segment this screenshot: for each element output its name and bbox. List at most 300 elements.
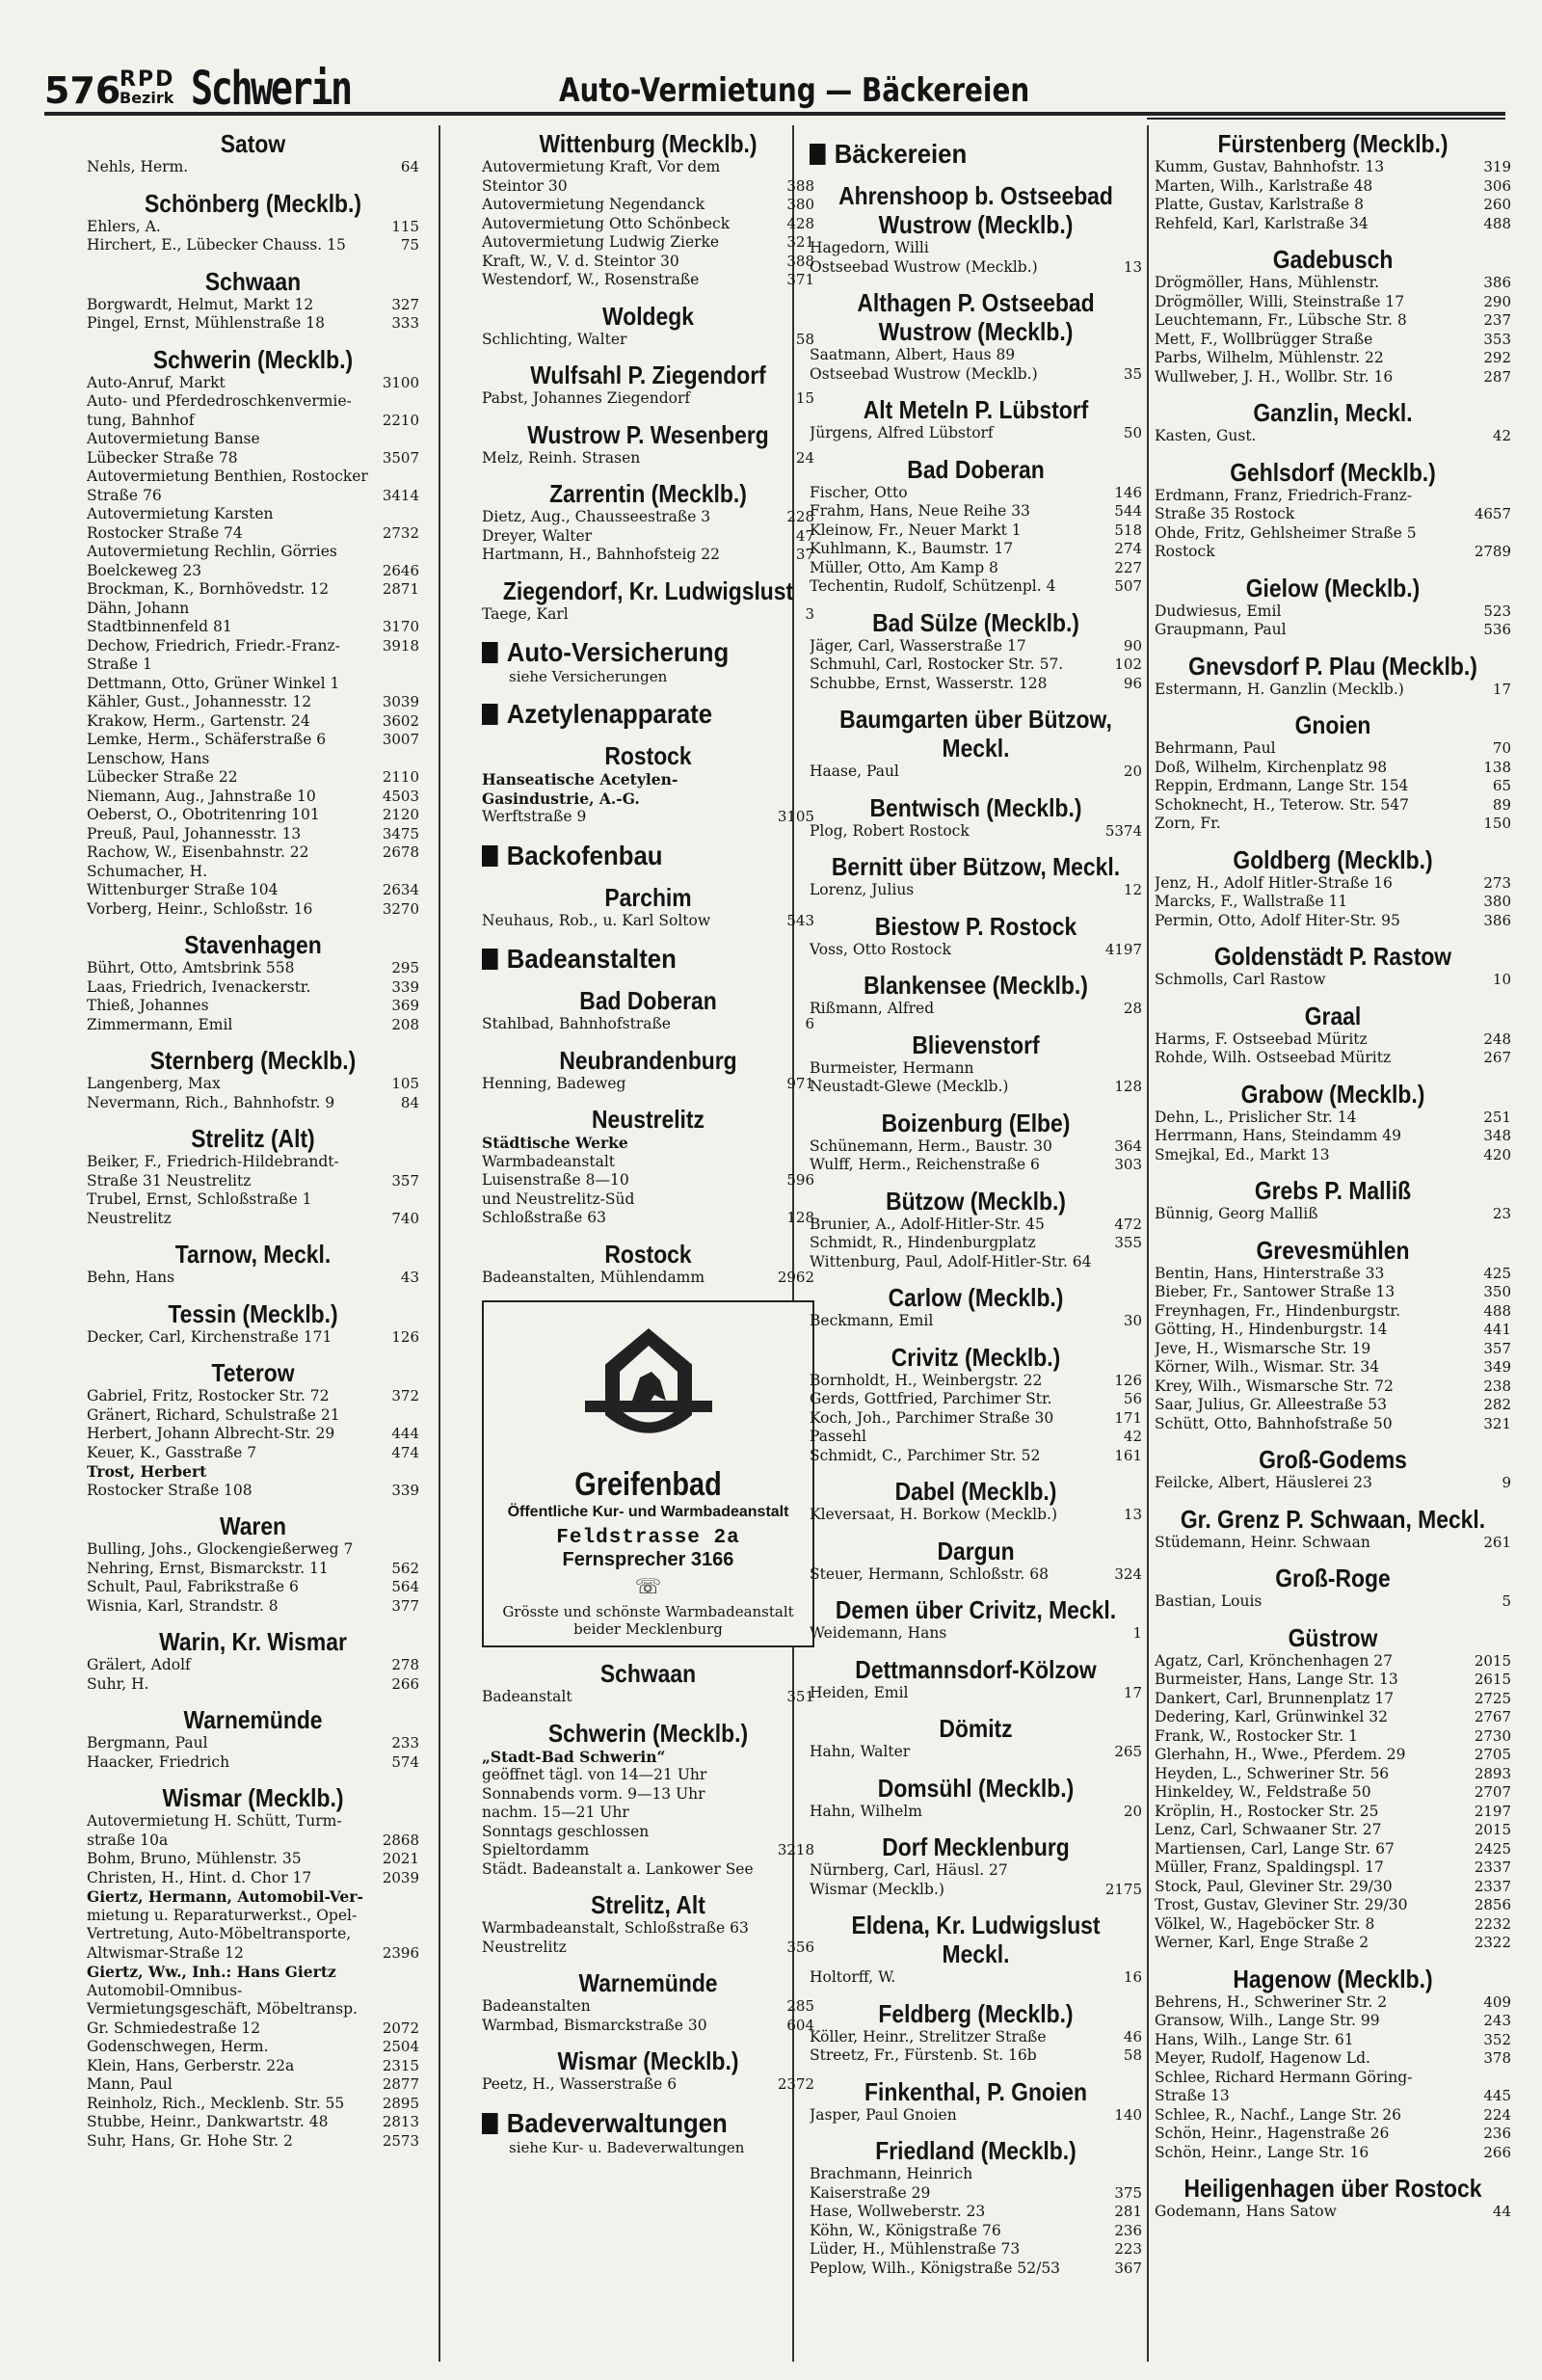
listing-entry xyxy=(482,789,814,809)
listing-entry xyxy=(87,843,419,863)
listing-entry xyxy=(87,392,419,412)
listing-name: Dietz, Aug., Chausseestraße 3 xyxy=(482,508,711,525)
listing-name: Auto-Anruf, Markt xyxy=(87,373,226,391)
listing-entry xyxy=(87,449,419,468)
listing-entry xyxy=(1155,177,1511,197)
category-marker-icon xyxy=(482,704,498,725)
listing-entry xyxy=(810,1156,1142,1175)
phone-number: 507 xyxy=(1114,577,1142,595)
listing-entry xyxy=(1155,1321,1511,1340)
ad-title: Greifenbad xyxy=(574,1466,722,1503)
listing-name: Auto- und Pferdedroschkenvermie- xyxy=(87,392,352,410)
phone-number: 536 xyxy=(1483,621,1511,638)
listing-entry xyxy=(810,822,1142,842)
listing-name: Schlichting, Walter xyxy=(482,330,627,348)
listing-entry xyxy=(810,1447,1142,1466)
listing-name: Luisenstraße 8—10 xyxy=(482,1171,629,1189)
listing-name: Kleinow, Fr., Neuer Markt 1 xyxy=(810,521,1022,539)
place-heading: Stavenhagen xyxy=(184,930,322,959)
place-heading: Carlow (Mecklb.) xyxy=(888,1283,1064,1312)
phone-number: 971 xyxy=(786,1074,814,1092)
listing-name: Vermietungsgeschäft, Möbeltransp. xyxy=(87,2000,358,2018)
listing-entry xyxy=(482,1841,814,1860)
phone-number: 260 xyxy=(1483,196,1511,213)
phone-number: 357 xyxy=(391,1171,419,1190)
listing-name: Harms, F. Ostseebad Müritz xyxy=(1155,1030,1368,1048)
listing-entry xyxy=(1155,1415,1511,1434)
listing-name: Fischer, Otto xyxy=(810,483,908,501)
listing-entry xyxy=(482,1823,814,1842)
listing-entry xyxy=(810,1743,1142,1762)
place-heading: Tessin (Mecklb.) xyxy=(168,1298,338,1328)
listing-entry xyxy=(482,177,814,197)
listing-name: Marten, Wilh., Karlstraße 48 xyxy=(1155,176,1373,195)
listing-entry xyxy=(1155,1377,1511,1397)
phone-number: 126 xyxy=(391,1327,419,1346)
listing-entry xyxy=(482,508,814,527)
listing-name: Autovermietung Otto Schönbeck xyxy=(482,214,731,232)
phone-number: 238 xyxy=(1483,1377,1511,1395)
listing-entry xyxy=(810,559,1142,578)
phone-number: 364 xyxy=(1114,1137,1142,1155)
listing-entry xyxy=(810,2106,1142,2126)
phone-number: 543 xyxy=(786,911,814,929)
listing-name: Parbs, Wilhelm, Mühlenstr. 22 xyxy=(1155,349,1384,366)
listing-entry xyxy=(87,618,419,637)
phone-number: 441 xyxy=(1483,1321,1511,1338)
place-heading: Gehlsdorf (Mecklb.) xyxy=(1230,457,1436,487)
category-title: Badeverwaltungen xyxy=(506,2107,728,2138)
phone-number: 2877 xyxy=(382,2075,419,2093)
listing-name: Kasten, Gust. xyxy=(1155,427,1257,444)
listing-entry xyxy=(87,806,419,825)
ad-phone: Fernsprecher 3166 xyxy=(562,1549,734,1570)
listing-name: Kleversaat, H. Borkow (Mecklb.) xyxy=(810,1506,1058,1523)
place-heading: Dömitz xyxy=(939,1714,1013,1743)
listing-entry xyxy=(1155,2012,1511,2031)
listing-entry xyxy=(482,1919,814,1939)
phone-number: 472 xyxy=(1114,1215,1142,1233)
listing-name: Glerhahn, H., Wwe., Pferdem. 29 xyxy=(1155,1746,1406,1763)
listing-name: Trost, Gustav, Gleviner Str. 29/30 xyxy=(1155,1896,1408,1913)
phone-number: 2015 xyxy=(1474,1821,1511,1838)
listing-entry xyxy=(810,577,1142,597)
listing-name: Behn, Hans xyxy=(87,1269,175,1286)
place-heading: Bernitt über Bützow, Meckl. xyxy=(831,852,1121,881)
phone-number: 105 xyxy=(391,1075,419,1092)
place-heading: Sternberg (Mecklb.) xyxy=(149,1046,357,1075)
listing-name: Kähler, Gust., Johannesstr. 12 xyxy=(87,693,312,710)
listing-name: Trubel, Ernst, Schloßstraße 1 xyxy=(87,1190,312,1208)
listing-name: Gränert, Richard, Schulstraße 21 xyxy=(87,1405,340,1424)
listing-entry xyxy=(1155,759,1511,778)
listing-name: Grälert, Adolf xyxy=(87,1656,191,1673)
phone-number: 2197 xyxy=(1474,1802,1511,1820)
listing-entry xyxy=(87,1190,419,1210)
listing-name: Wisnia, Karl, Strandstr. 8 xyxy=(87,1596,279,1615)
phone-number: 425 xyxy=(1483,1264,1511,1282)
listing-name: straße 10a xyxy=(87,1831,169,1849)
phone-number: 2322 xyxy=(1474,1934,1511,1951)
listing-name: Gr. Schmiedestraße 12 xyxy=(87,2019,261,2037)
listing-entry xyxy=(810,1234,1142,1253)
phone-number: 17 xyxy=(1123,1683,1142,1701)
phone-number: 339 xyxy=(391,1481,419,1499)
place-heading: Biestow P. Rostock xyxy=(874,911,1077,941)
listing-name: Drögmöller, Willi, Steinstraße 17 xyxy=(1155,292,1405,310)
phone-number: 596 xyxy=(786,1171,814,1189)
listing-entry xyxy=(87,1387,419,1406)
listing-name: Bulling, Johs., Glockengießerweg 7 xyxy=(87,1540,354,1558)
listing-entry xyxy=(810,1565,1142,1585)
listing-name: Lübecker Straße 78 xyxy=(87,448,238,467)
listing-entry xyxy=(1155,1358,1511,1377)
listing-entry xyxy=(810,1137,1142,1157)
listing-name: Autovermietung Ludwig Zierke xyxy=(482,233,720,251)
listing-entry xyxy=(87,637,419,656)
listing-entry xyxy=(87,1832,419,1851)
listing-entry xyxy=(87,374,419,393)
listing-name: Bünnig, Georg Malliß xyxy=(1155,1205,1318,1222)
place-heading: Wismar (Mecklb.) xyxy=(557,2046,739,2075)
listing-entry xyxy=(1155,1878,1511,1897)
phone-number: 47 xyxy=(795,526,814,545)
listing-name: tung, Bahnhof xyxy=(87,411,195,429)
listing-entry xyxy=(810,1312,1142,1331)
phone-number: 324 xyxy=(1114,1564,1142,1583)
listing-name: Straße 31 Neustrelitz xyxy=(87,1171,252,1190)
listing-name: Burmeister, Hermann xyxy=(810,1058,974,1077)
listing-name: Krakow, Herm., Gartenstr. 24 xyxy=(87,711,310,730)
listing-entry xyxy=(87,2132,419,2152)
phone-number: 3039 xyxy=(382,693,419,710)
place-heading: Gnevsdorf P. Plau (Mecklb.) xyxy=(1188,651,1477,681)
listing-name: Beiker, F., Friedrich-Hildebrandt- xyxy=(87,1153,339,1170)
phone-number: 281 xyxy=(1114,2203,1142,2220)
place-heading: Bützow (Mecklb.) xyxy=(886,1186,1066,1216)
listing-name: Straße 76 xyxy=(87,486,162,504)
listing-entry xyxy=(87,524,419,544)
listing-name: Hagedorn, Willi xyxy=(810,239,929,256)
listing-entry xyxy=(1155,1840,1511,1859)
listing-name: Zorn, Fr. xyxy=(1155,815,1221,832)
listing-name: Gasindustrie, A.-G. xyxy=(482,789,640,808)
listing-entry xyxy=(1155,971,1511,990)
phone-number: 2425 xyxy=(1474,1839,1511,1858)
listing-entry xyxy=(810,365,1142,385)
listing-entry xyxy=(87,1094,419,1113)
listing-name: Jäger, Carl, Wasserstraße 17 xyxy=(810,636,1026,655)
listing-name: Bornholdt, H., Weinbergstr. 22 xyxy=(810,1371,1043,1389)
listing-entry xyxy=(1155,1265,1511,1284)
listing-name: Schmidt, C., Parchimer Str. 52 xyxy=(810,1446,1041,1464)
listing-entry xyxy=(87,562,419,581)
listing-name: Estermann, H. Ganzlin (Mecklb.) xyxy=(1155,680,1404,698)
phone-number: 65 xyxy=(1492,777,1511,794)
listing-name: Laas, Friedrich, Ivenackerstr. xyxy=(87,977,311,996)
place-heading: Ahrenshoop b. Ostseebad Wustrow (Mecklb.) xyxy=(838,181,1113,239)
phone-number: 2732 xyxy=(382,523,419,542)
listing-name: Doß, Wilhelm, Kirchenplatz 98 xyxy=(1155,758,1388,776)
listing-entry xyxy=(1155,1859,1511,1878)
griffin-emblem-icon xyxy=(576,1314,721,1458)
listing-entry xyxy=(87,430,419,449)
phone-number: 20 xyxy=(1123,1802,1142,1820)
listing-name: Spieltordamm xyxy=(482,1841,590,1859)
listing-name: Schult, Paul, Fabrikstraße 6 xyxy=(87,1578,299,1595)
listing-entry xyxy=(1155,311,1511,331)
listing-entry xyxy=(482,1748,814,1767)
listing-name: Reinholz, Rich., Mecklenb. Str. 55 xyxy=(87,2094,345,2112)
place-heading: Ganzlin, Meckl. xyxy=(1253,398,1413,427)
place-heading: Ziegendorf, Kr. Ludwigslust xyxy=(502,575,794,605)
phone-number: 380 xyxy=(1483,893,1511,910)
phone-number: 562 xyxy=(391,1559,419,1577)
listing-entry xyxy=(810,1372,1142,1391)
listing-name: Stüdemann, Heinr. Schwaan xyxy=(1155,1533,1370,1551)
category-heading xyxy=(482,841,787,871)
listing-entry xyxy=(1155,1592,1511,1612)
phone-number: 2210 xyxy=(382,411,419,429)
place-heading: Wulfsahl P. Ziegendorf xyxy=(530,361,766,389)
listing-name: Dudwiesus, Emil xyxy=(1155,602,1282,620)
listing-name: Jeve, H., Wismarsche Str. 19 xyxy=(1155,1339,1371,1357)
listing-name: Städtische Werke xyxy=(482,1134,628,1152)
listing-name: Schmolls, Carl Rastow xyxy=(1155,971,1326,988)
listing-entry xyxy=(810,1968,1142,1988)
phone-number: 339 xyxy=(391,977,419,996)
category-title: Bäckereien xyxy=(834,139,968,169)
place-heading: Fürstenberg (Mecklb.) xyxy=(1217,129,1449,158)
phone-number: 303 xyxy=(1114,1156,1142,1173)
listing-entry xyxy=(87,1963,419,1982)
listing-entry xyxy=(87,712,419,732)
phone-number: 2895 xyxy=(382,2094,419,2112)
listing-entry xyxy=(1155,1896,1511,1915)
phone-number: 13 xyxy=(1123,1506,1142,1523)
listing-name: Kaiserstraße 29 xyxy=(810,2183,931,2202)
category-note: siehe Kur- u. Badeverwaltungen xyxy=(509,2138,745,2156)
phone-number: 2232 xyxy=(1474,1914,1511,1933)
phone-number: 4657 xyxy=(1474,505,1511,522)
listing-name: Plog, Robert Rostock xyxy=(810,821,970,840)
listing-entry xyxy=(482,1939,814,1958)
phone-number: 1 xyxy=(1132,1624,1142,1642)
listing-name: Altwismar-Straße 12 xyxy=(87,1943,244,1962)
listing-name: Westendorf, W., Rosenstraße xyxy=(482,271,700,288)
phone-number: 2871 xyxy=(382,580,419,598)
listing-name: Schloßstraße 63 xyxy=(482,1209,606,1226)
phone-number: 3507 xyxy=(382,448,419,467)
listing-name: Koch, Joh., Parchimer Straße 30 xyxy=(810,1408,1054,1427)
listing-entry xyxy=(87,1462,419,1482)
listing-name: Steintor 30 xyxy=(482,176,568,195)
phone-number: 420 xyxy=(1483,1145,1511,1163)
phone-number: 574 xyxy=(391,1752,419,1771)
phone-number: 58 xyxy=(1123,2046,1142,2064)
phone-number: 2730 xyxy=(1474,1726,1511,1745)
listing-name: Bieber, Fr., Santower Straße 13 xyxy=(1155,1283,1396,1300)
listing-entry xyxy=(810,1684,1142,1703)
listing-name: Heiden, Emil xyxy=(810,1683,909,1701)
place-heading: Warin, Kr. Wismar xyxy=(159,1627,347,1656)
listing-name: Lorenz, Julius xyxy=(810,881,915,898)
listing-entry xyxy=(482,605,814,625)
listing-name: Kröplin, H., Rostocker Str. 25 xyxy=(1155,1802,1379,1820)
listing-entry xyxy=(1155,2106,1511,2126)
listing-name: Christen, H., Hint. d. Chor 17 xyxy=(87,1868,312,1886)
place-heading: Wismar (Mecklb.) xyxy=(162,1783,344,1812)
listing-entry xyxy=(87,1153,419,1172)
listing-entry xyxy=(810,1881,1142,1900)
phone-number: 223 xyxy=(1114,2240,1142,2258)
listing-entry xyxy=(87,1172,419,1191)
listing-entry xyxy=(810,881,1142,900)
phone-number: 428 xyxy=(786,214,814,232)
listing-name: Götting, H., Hindenburgstr. 14 xyxy=(1155,1321,1388,1338)
city-title: Schwerin xyxy=(191,62,351,116)
listing-entry xyxy=(87,1210,419,1229)
place-heading: Schwerin (Mecklb.) xyxy=(547,1718,749,1748)
phone-number: 3007 xyxy=(382,731,419,748)
listing-name: Jürgens, Alfred Lübstorf xyxy=(810,424,994,441)
listing-entry xyxy=(87,1540,419,1560)
listing-name: Keuer, K., Gasstraße 7 xyxy=(87,1443,257,1461)
listing-entry xyxy=(482,1860,814,1880)
listing-name: Stahlbad, Bahnhofstraße xyxy=(482,1015,671,1032)
listing-entry xyxy=(1155,1652,1511,1671)
listing-name: Jenz, H., Adolf Hitler-Straße 16 xyxy=(1155,873,1393,892)
phone-number: 388 xyxy=(786,176,814,195)
phone-number: 2372 xyxy=(777,2075,814,2093)
listing-name: Autovermietung Kraft, Vor dem xyxy=(482,158,721,175)
place-heading: Blankensee (Mecklb.) xyxy=(864,971,1088,1000)
listing-name: Bohm, Bruno, Mühlenstr. 35 xyxy=(87,1850,302,1867)
phone-number: 544 xyxy=(1114,502,1142,520)
phone-number: 58 xyxy=(795,330,814,348)
place-heading: Bentwisch (Mecklb.) xyxy=(869,792,1082,822)
phone-number: 2396 xyxy=(382,1943,419,1962)
listing-name: Reppin, Erdmann, Lange Str. 154 xyxy=(1155,777,1409,794)
listing-name: Schütt, Otto, Bahnhofstraße 50 xyxy=(1155,1414,1393,1432)
listing-name: Badeanstalten xyxy=(482,1997,591,2015)
rpd-bottom: Bezirk xyxy=(120,89,174,107)
listing-name: Godemann, Hans Satow xyxy=(1155,2203,1337,2220)
phone-number: 327 xyxy=(391,295,419,313)
listing-name: Rißmann, Alfred xyxy=(810,1000,935,1017)
listing-name: Oeberst, O., Obotritenring 101 xyxy=(87,806,320,823)
listing-name: Kraft, W., V. d. Steintor 30 xyxy=(482,252,679,270)
phone-number: 2893 xyxy=(1474,1764,1511,1782)
listing-name: Stock, Paul, Gleviner Str. 29/30 xyxy=(1155,1877,1393,1895)
listing-entry xyxy=(810,2240,1142,2260)
listing-entry xyxy=(87,788,419,807)
place-heading: Strelitz, Alt xyxy=(591,1890,705,1919)
listing-entry xyxy=(810,2165,1142,2184)
listing-entry xyxy=(1155,1803,1511,1822)
place-heading: Rostock xyxy=(604,1239,692,1269)
listing-name: Dettmann, Otto, Grüner Winkel 1 xyxy=(87,674,340,692)
listing-name: Trost, Herbert xyxy=(87,1462,207,1481)
listing-entry xyxy=(1155,215,1511,234)
phone-icon: ☏ xyxy=(634,1575,662,1599)
column-4 xyxy=(1155,125,1511,2367)
phone-number: 2789 xyxy=(1474,543,1511,560)
place-heading: Dargun xyxy=(937,1536,1015,1565)
place-heading: Gr. Grenz P. Schwaan, Meckl. xyxy=(1180,1504,1486,1534)
phone-number: 2725 xyxy=(1474,1689,1511,1707)
listing-entry xyxy=(87,1560,419,1579)
listing-name: Schön, Heinr., Hagenstraße 26 xyxy=(1155,2125,1390,2142)
phone-number: 4503 xyxy=(382,787,419,805)
listing-entry xyxy=(482,253,814,272)
listing-entry xyxy=(482,1269,814,1288)
listing-name: Smejkal, Ed., Markt 13 xyxy=(1155,1145,1330,1163)
listing-name: nachm. 15—21 Uhr xyxy=(482,1804,629,1821)
listing-entry xyxy=(1155,681,1511,700)
phone-number: 13 xyxy=(1123,257,1142,276)
phone-number: 50 xyxy=(1123,424,1142,441)
listing-name: Hahn, Wilhelm xyxy=(810,1802,922,1820)
listing-name: Köller, Heinr., Strelitzer Straße xyxy=(810,2027,1047,2046)
listing-entry xyxy=(482,2017,814,2036)
listing-entry xyxy=(482,1134,814,1153)
phone-number: 287 xyxy=(1483,367,1511,386)
listing-entry xyxy=(482,158,814,177)
listing-entry xyxy=(87,768,419,788)
phone-number: 265 xyxy=(1114,1743,1142,1760)
phone-number: 2646 xyxy=(382,561,419,579)
phone-number: 233 xyxy=(391,1734,419,1752)
listing-name: Peplow, Wilh., Königstraße 52/53 xyxy=(810,2259,1061,2277)
phone-number: 28 xyxy=(1123,1000,1142,1017)
listing-entry xyxy=(1155,487,1511,506)
phone-number: 367 xyxy=(1114,2259,1142,2277)
listing-name: Giertz, Hermann, Automobil-Ver- xyxy=(87,1887,363,1906)
listing-name: Städt. Badeanstalt a. Lankower See xyxy=(482,1859,754,1878)
phone-number: 43 xyxy=(400,1269,419,1286)
place-heading: Crivitz (Mecklb.) xyxy=(891,1342,1061,1372)
listing-entry xyxy=(810,239,1142,258)
listing-name: Peetz, H., Wasserstraße 6 xyxy=(482,2075,678,2093)
listing-entry xyxy=(1155,2087,1511,2106)
listing-name: Köhn, W., Königstraße 76 xyxy=(810,2221,1001,2239)
place-heading: Strelitz (Alt) xyxy=(191,1124,315,1153)
listing-name: Bührt, Otto, Amtsbrink 558 xyxy=(87,959,295,976)
listing-name: Körner, Wilh., Wismar. Str. 34 xyxy=(1155,1358,1380,1376)
phone-number: 236 xyxy=(1483,2125,1511,2142)
listing-entry xyxy=(87,1016,419,1035)
listing-name: Suhr, H. xyxy=(87,1674,149,1693)
listing-entry xyxy=(87,218,419,237)
listing-entry xyxy=(810,1390,1142,1409)
phone-number: 290 xyxy=(1483,292,1511,310)
listing-name: Martiensen, Carl, Lange Str. 67 xyxy=(1155,1839,1395,1858)
listing-name: Ostseebad Wustrow (Mecklb.) xyxy=(810,257,1038,276)
place-heading: Alt Meteln P. Lübstorf xyxy=(863,395,1089,424)
listing-name: Passehl xyxy=(810,1428,866,1445)
place-heading: Hagenow (Mecklb.) xyxy=(1233,1964,1433,1993)
phone-number: 3475 xyxy=(382,824,419,842)
listing-name: Voss, Otto Rostock xyxy=(810,940,951,958)
listing-name: Brunier, A., Adolf-Hitler-Str. 45 xyxy=(810,1215,1045,1233)
listing-entry xyxy=(1155,2203,1511,2222)
category-title: Auto-Versicherung xyxy=(506,637,730,667)
phone-number: 42 xyxy=(1492,427,1511,444)
listing-entry xyxy=(87,468,419,487)
listing-name: Mann, Paul xyxy=(87,2075,173,2093)
place-heading: Goldenstädt P. Rastow xyxy=(1213,942,1452,971)
